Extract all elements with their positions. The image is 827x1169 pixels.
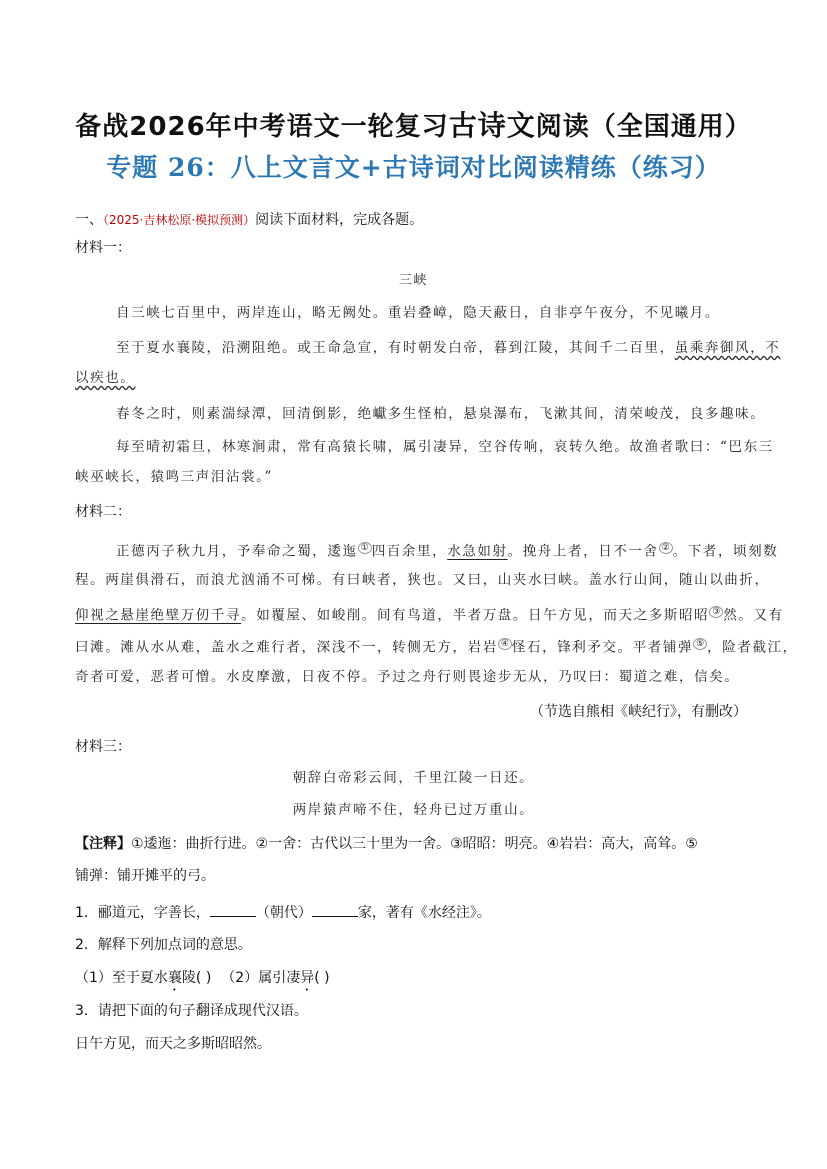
footnote-marker: ③	[709, 606, 723, 618]
paragraph-text: 。如覆屋、如峻削。间有鸟道，半者万盘。日午方见，而天之多斯昭昭	[241, 607, 710, 624]
underlined-sentence: 以疾也。	[75, 370, 136, 386]
paragraph: 自三峡七百里中，两岸连山，略无阙处。重岩叠嶂，隐天蔽日，自非亭午夜分，不见曦月。	[116, 305, 720, 321]
question-3: 3．请把下面的句子翻译成现代汉语。	[75, 1003, 308, 1019]
notes	[75, 834, 698, 854]
poem-line: 朝辞白帝彩云间，千里江陵一日还。	[292, 770, 535, 786]
notes-continuation: 铺弹：铺开摊平的弓。	[75, 868, 215, 884]
page-title	[0, 104, 827, 144]
section-number: 一、	[75, 212, 103, 228]
paragraph	[116, 338, 780, 358]
paragraph-text: 然。又有	[723, 607, 784, 624]
title-year: 2026	[129, 112, 206, 142]
footnote-marker: ①	[358, 542, 372, 554]
question-text: 家，著有《水经注》。	[357, 905, 491, 921]
translation-sentence: 日午方见，而天之多斯昭昭然。	[75, 1036, 271, 1052]
underlined-sentence: 仰视之悬崖绝壁万仞千寻	[75, 607, 242, 624]
material2-label: 材料二：	[75, 504, 131, 520]
material1-label: 材料一：	[75, 240, 131, 256]
paragraph: 奇者可爱，恶者可憎。水皮摩激，日夜不停。予过之舟行则畏途步无从，乃叹曰：蜀道之难，信矣。	[75, 669, 740, 685]
paragraph: 程。两崖俱滑石，而浪尤汹涌不可梯。有曰峡者，狭也。又曰，山夹水曰峡。盖水行山间，随山以曲折，	[75, 572, 770, 588]
paragraph: 春冬之时，则素湍绿潭，回清倒影，绝巘多生怪柏，悬泉瀑布，飞漱其间，清荣峻茂，良多趣味。	[116, 406, 766, 422]
title-text: 阅读（全国通用）	[535, 112, 752, 142]
question-source: （2025·吉林松原·模拟预测）	[103, 213, 256, 227]
dotted-word: 异	[300, 970, 315, 986]
question-2: 2．解释下列加点词的意思。	[75, 937, 252, 953]
notes-label: 【注释】	[75, 836, 131, 852]
question-text: 1．郦道元，字善长，	[75, 905, 210, 921]
paragraph-continuation	[75, 368, 135, 388]
question-2-items	[75, 968, 330, 994]
question-text: （1）至于夏水	[75, 970, 168, 986]
paragraph-text: 曰滩。滩从水从难，盖水之难行者，深浅不一，转侧无方，岩岩	[75, 639, 498, 656]
question-text: （2）属引凄	[221, 970, 301, 986]
question-text: 陵( )	[181, 970, 212, 986]
paragraph-text: 。下者，顷刻数	[672, 543, 779, 560]
paragraph-text: 四百余里，	[371, 543, 448, 560]
poem-line: 两岸猿声啼不住，轻舟已过万重山。	[292, 802, 535, 818]
section-instruction: 阅读下面材料，完成各题。	[255, 212, 424, 228]
answer-blank[interactable]	[312, 902, 358, 917]
paragraph: 每至晴初霜旦，林寒涧肃，常有高猿长啸，属引凄异，空谷传响，哀转久绝。故渔者歌曰：“巴东三	[116, 439, 774, 455]
footnote-marker: ⑤	[693, 638, 707, 650]
title-text: 备战	[75, 112, 130, 142]
paragraph-continuation: 峡巫峡长，猿鸣三声泪沾裳。”	[75, 469, 274, 485]
title-emphasis: 古诗文	[448, 109, 536, 142]
underlined-sentence: 虽乘奔御风，不	[674, 340, 781, 356]
paragraph-text: 怪石，锋利矛交。平者铺弹	[511, 639, 694, 656]
excerpt-source: （节选自熊相《峡纪行》，有删改）	[530, 704, 747, 720]
question-text: ( )	[314, 970, 330, 986]
paragraph-text: 。挽舟上者，日不一舍	[507, 543, 659, 560]
poem-title: 三峡	[398, 273, 429, 288]
paragraph	[75, 634, 798, 658]
question-text: （朝代）	[255, 905, 312, 921]
answer-blank[interactable]	[210, 902, 256, 917]
dotted-word: 襄	[167, 970, 182, 986]
question-1	[75, 902, 491, 923]
page-subtitle: 专题 26：八上文言文+古诗词对比阅读精练（练习）	[106, 153, 721, 182]
paragraph	[116, 538, 778, 562]
title-text: 年中考语文一轮复习	[205, 112, 449, 142]
underlined-sentence: 水急如射	[447, 543, 508, 560]
material3-label: 材料三：	[75, 739, 131, 755]
paragraph-text: 至于夏水襄陵，沿溯阻绝。或王命急宣，有时朝发白帝，暮到江陵，其间千二百里，	[116, 340, 675, 356]
footnote-marker: ②	[659, 542, 673, 554]
paragraph	[75, 602, 784, 626]
paragraph-text: ，险者截江，	[707, 639, 798, 656]
section-heading	[75, 210, 423, 230]
footnote-marker: ④	[498, 638, 512, 650]
notes-text: ①逶迤：曲折行进。②一舍：古代以三十里为一舍。③昭昭：明亮。④岩岩：高大，高耸。⑤	[131, 836, 698, 852]
paragraph-text: 正德丙子秋九月，予奉命之蜀，逶迤	[116, 543, 358, 560]
